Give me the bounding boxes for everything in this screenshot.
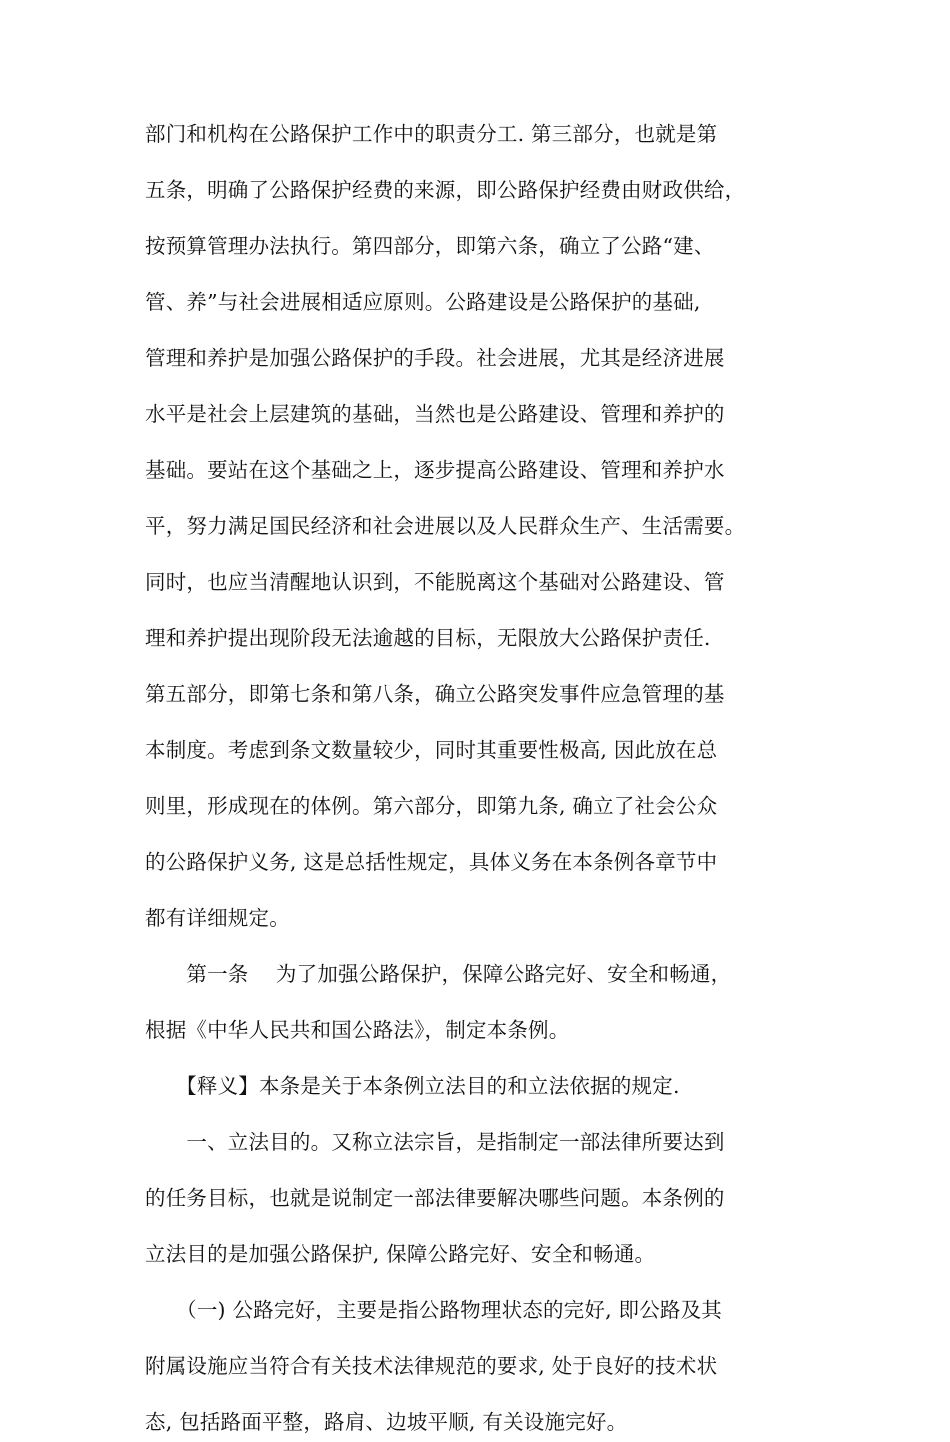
text-line: 同时，也应当清醒地认识到，不能脱离这个基础对公路建设、管 <box>145 570 725 594</box>
section-heading: 一、立法目的。又称立法宗旨，是指制定一部法律所要达到 <box>145 1130 725 1154</box>
text-line: 立法目的是加强公路保护, 保障公路完好、安全和畅通。 <box>145 1242 656 1266</box>
text-line: 态, 包括路面平整，路肩、边坡平顺, 有关设施完好。 <box>145 1410 628 1434</box>
text-line: 理和养护提出现阶段无法逾越的目标，无限放大公路保护责任. <box>145 626 711 650</box>
text-line: 水平是社会上层建筑的基础，当然也是公路建设、管理和养护的 <box>145 402 725 426</box>
text-line: 的任务目标，也就是说制定一部法律要解决哪些问题。本条例的 <box>145 1186 725 1210</box>
text-line: 平，努力满足国民经济和社会进展以及人民群众生产、生活需要。 <box>145 514 746 538</box>
text-line: 按预算管理办法执行。第四部分，即第六条，确立了公路“建、 <box>145 234 715 258</box>
text-line: 附属设施应当符合有关技术法律规范的要求, 处于良好的技术状 <box>145 1354 718 1378</box>
text-line: 五条，明确了公路保护经费的来源，即公路保护经费由财政供给， <box>145 178 746 202</box>
subsection-line: （一) 公路完好，主要是指公路物理状态的完好, 即公路及其 <box>145 1298 722 1322</box>
text-line: 根据《中华人民共和国公路法》，制定本条例。 <box>145 1018 570 1042</box>
text-line: 本制度。考虑到条文数量较少，同时其重要性极高, 因此放在总 <box>145 738 718 762</box>
text-line: 的公路保护义务, 这是总括性规定，具体义务在本条例各章节中 <box>145 850 718 874</box>
text-line: 则里，形成现在的体例。第六部分，即第九条, 确立了社会公众 <box>145 794 718 818</box>
text-line: 部门和机构在公路保护工作中的职责分工. 第三部分，也就是第 <box>145 122 718 146</box>
text-line: 管理和养护是加强公路保护的手段。社会进展，尤其是经济进展 <box>145 346 725 370</box>
text-line: 基础。要站在这个基础之上，逐步提高公路建设、管理和养护水 <box>145 458 725 482</box>
text-line: 第五部分，即第七条和第八条，确立公路突发事件应急管理的基 <box>145 682 725 706</box>
article-heading: 第一条 为了加强公路保护，保障公路完好、安全和畅通， <box>145 962 732 986</box>
interpretation-heading: 【释义】本条是关于本条例立法目的和立法依据的规定. <box>145 1074 680 1098</box>
text-line: 都有详细规定。 <box>145 906 290 930</box>
text-line: 管、养”与社会进展相适应原则。公路建设是公路保护的基础, <box>145 290 701 314</box>
body-text <box>145 114 825 1442</box>
